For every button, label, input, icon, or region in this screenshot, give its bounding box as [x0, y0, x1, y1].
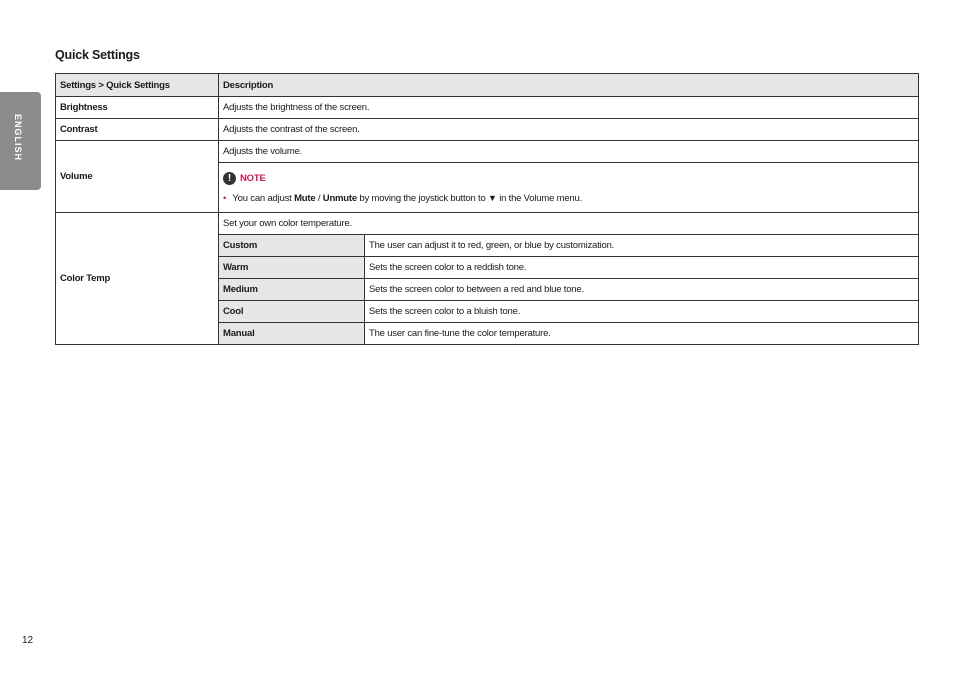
- color-temp-label: Color Temp: [56, 213, 219, 345]
- volume-label: Volume: [56, 141, 219, 213]
- header-description: Description: [219, 74, 919, 97]
- option-label-manual: Manual: [219, 323, 365, 345]
- note-header: [223, 172, 914, 185]
- exclamation-icon: !: [223, 172, 236, 185]
- contrast-desc: Adjusts the contrast of the screen.: [219, 119, 919, 141]
- brightness-label: Brightness: [56, 97, 219, 119]
- note-text: [223, 193, 914, 204]
- down-arrow-icon: ▼: [488, 192, 497, 203]
- option-label-custom: Custom: [219, 235, 365, 257]
- bullet-icon: •: [223, 192, 227, 204]
- note-text-part: You can adjust: [232, 192, 292, 204]
- option-desc-warm: Sets the screen color to a reddish tone.: [365, 257, 919, 279]
- note-separator: /: [317, 192, 321, 204]
- header-settings: Settings > Quick Settings: [56, 74, 219, 97]
- table-row-color-temp: [56, 213, 919, 235]
- language-tab: [0, 92, 41, 190]
- color-temp-desc: Set your own color temperature.: [219, 213, 919, 235]
- volume-desc: Adjusts the volume.: [219, 141, 919, 163]
- option-desc-medium: Sets the screen color to between a red and blue tone.: [365, 279, 919, 301]
- table-row-contrast: [56, 119, 919, 141]
- table-header-row: [56, 74, 919, 97]
- section-title: Quick Settings: [55, 48, 140, 62]
- contrast-label: Contrast: [56, 119, 219, 141]
- option-label-medium: Medium: [219, 279, 365, 301]
- note-text-part: by moving the joystick button to: [359, 192, 486, 204]
- option-label-warm: Warm: [219, 257, 365, 279]
- table-row-brightness: [56, 97, 919, 119]
- page-number: 12: [22, 635, 34, 646]
- note-mute: Mute: [294, 192, 316, 204]
- volume-note: [219, 163, 919, 213]
- brightness-desc: Adjusts the brightness of the screen.: [219, 97, 919, 119]
- option-desc-manual: The user can fine-tune the color temperature.: [365, 323, 919, 345]
- note-label: NOTE: [240, 172, 266, 184]
- note-text-part: in the Volume menu.: [499, 192, 583, 204]
- option-label-cool: Cool: [219, 301, 365, 323]
- note-unmute: Unmute: [322, 192, 357, 204]
- option-desc-custom: The user can adjust it to red, green, or blue by customization.: [365, 235, 919, 257]
- option-desc-cool: Sets the screen color to a bluish tone.: [365, 301, 919, 323]
- language-tab-label: ENGLISH: [13, 114, 23, 162]
- quick-settings-table: [55, 73, 919, 345]
- table-row-volume: [56, 141, 919, 163]
